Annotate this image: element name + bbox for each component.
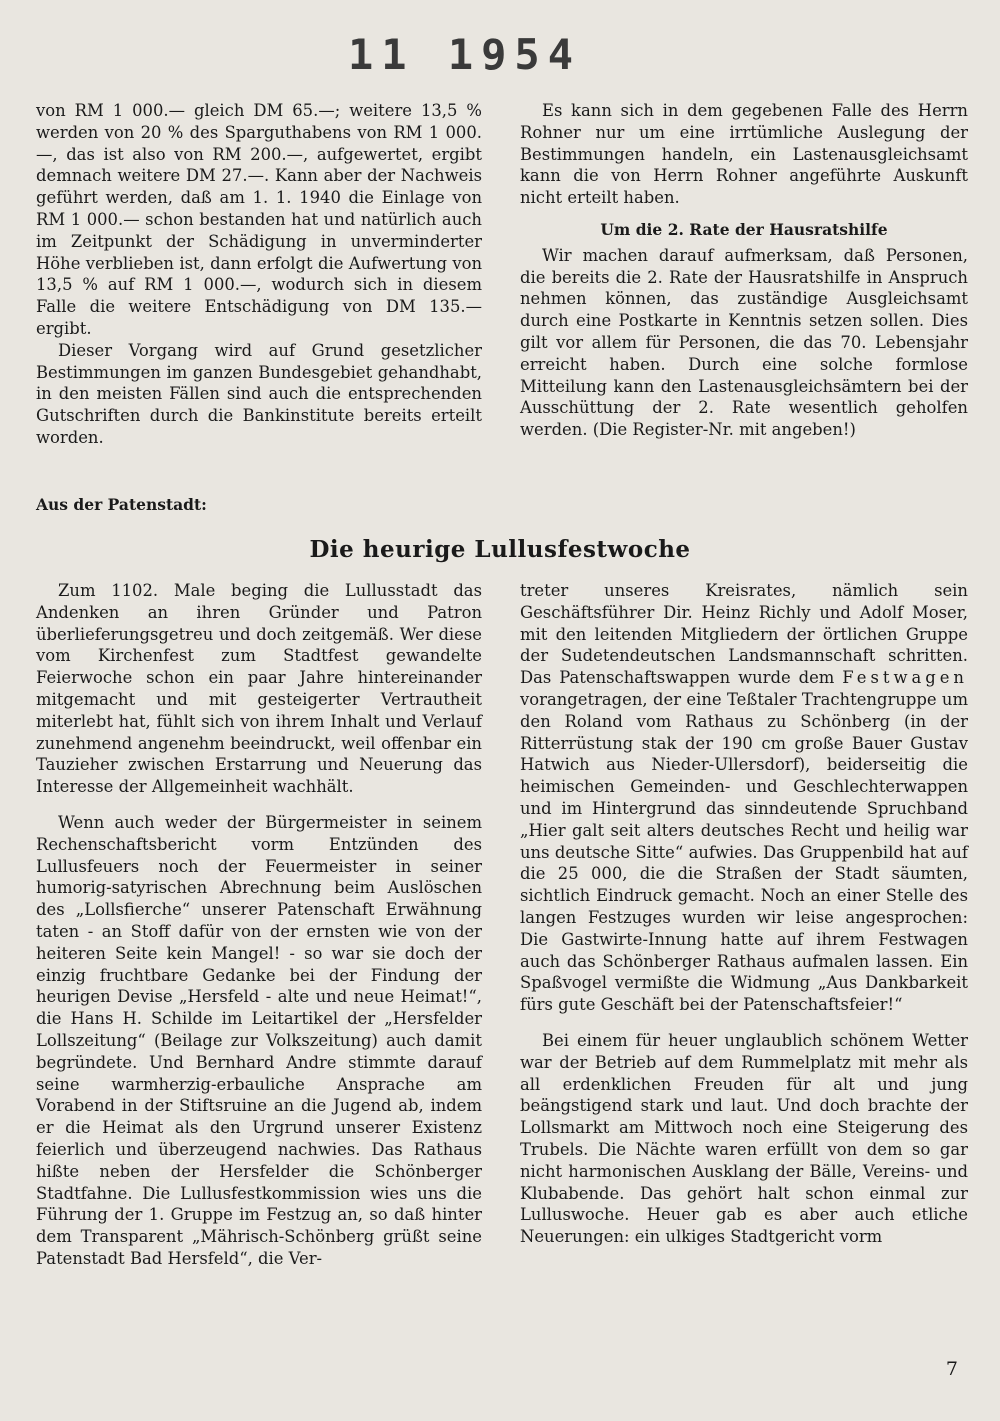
spaced-word: Festwagen bbox=[842, 668, 968, 688]
text-run: treter unseres Kreisrates, nämlich sein Geschäftsführer Dir. Heinz Richly und Adolf Moser, mit den leitenden Mitgliedern der örtlichen Gruppe der Sudetendeutschen Landsmannschaft schritten. Das Patenschaftswappen wurde dem bbox=[520, 581, 968, 688]
paragraph: Zum 1102. Male beging die Lullusstadt das Andenken an ihren Gründer und Patron überlieferungsgetreu und doch zeitgemäß. Wer diese vom Kirchenfest zum Stadtfest gewandelte Feierwoche schon ein paar Jahre hintereinander mitgemacht und mit gesteigerter Vertrautheit miterlebt hat, fühlt sich von ihrem Inhalt und Verlauf zunehmend angenehm beeindruckt, weil offenbar ein Tauzieher zwischen Erstarrung und Neuerung das Interesse der Allgemeinheit wachhält. bbox=[36, 581, 482, 797]
page-number: 7 bbox=[945, 1358, 958, 1380]
text-run: vorangetragen, der eine Teßtaler Trachtengruppe um den Roland vom Rathaus zu Schönberg (in der Ritterrüstung stak der 190 cm große Bauer Gustav Hatwich aus Nieder-Ullersdorf), beiderseitig die heimischen Gemeinden- und Geschlechterwappen und im Hintergrund das sinndeutende Spruchband „Hier galt seit alters deutsches Recht und heilig war uns deutsche Sitte“ aufwies. Das Gruppenbild hat auf die 25 000, die die Straßen der Stadt säumten, sichtlich Eindruck gemacht. Noch an einer Stelle des langen Festzuges wurden wir leise angesprochen: Die Gastwirte-Innung hatte auf ihrem Festwagen auch das Schönberger Rathaus aufmalen lassen. Ein Spaßvogel vermißte die Widmung „Aus Dankbarkeit fürs gute Geschäft bei der Patenschaftsfeier!“ bbox=[520, 689, 968, 1015]
paragraph: von RM 1 000.— gleich DM 65.—; weitere 13,5 % werden von 20 % des Sparguthabens von RM 1 000.—, das ist also von RM 200.—, aufgewertet, ergibt demnach weitere DM 27.—. Kann aber der Nachweis geführt werden, daß am 1. 1. 1940 die Einlage von RM 1 000.— schon bestanden hat und natürlich auch im Zeitpunkt der Schädigung in unverminderter Höhe verblieben ist, dann erfolgt die Aufwertung von 13,5 % auf RM 1 000.—, wodurch sich in diesem Falle die weitere Entschädigung von DM 135.— ergibt. bbox=[36, 101, 482, 338]
paragraph: Bei einem für heuer unglaublich schönem Wetter war der Betrieb auf dem Rummelplatz mit mehr als all erdenklichen Freuden für alt und jung beängstigend stark und laut. Und doch brachte der Lollsmarkt am Mittwoch noch eine Steigerung des Trubels. Die Nächte waren erfüllt von dem so gar nicht harmonischen Ausklang der Bälle, Vereins- und Klubabende. Das gehört halt schon einmal zur Lulluswoche. Heuer gab es aber auch etliche Neuerungen: ein ulkiges Stadtgericht vorm bbox=[520, 1030, 968, 1247]
bottom-left-column bbox=[36, 580, 482, 1270]
paragraph: Wir machen darauf aufmerksam, daß Personen, die bereits die 2. Rate der Hausratshilfe in Anspruch nehmen können, das zuständige Ausgleichsamt durch eine Postkarte in Kenntnis setzen sollen. Dies gilt vor allem für Personen, die das 70. Lebensjahr erreicht haben. Durch eine solche formlose Mitteilung kann den Lastenausgleichsämtern bei der Ausschüttung der 2. Rate wesentlich geholfen werden. (Die Register-Nr. mit angeben!) bbox=[520, 245, 968, 440]
paragraph: Es kann sich in dem gegebenen Falle des Herrn Rohner nur um eine irrtümliche Auslegung der Bestimmungen handeln, ein Lastenausgleichsamt kann die von Herrn Rohner angeführte Auskunft nicht erteilt haben. bbox=[520, 101, 968, 208]
article-headline: Die heurige Lullusfestwoche bbox=[309, 536, 691, 563]
top-right-column bbox=[520, 100, 968, 441]
section-label: Aus der Patenstadt: bbox=[36, 495, 207, 514]
paragraph bbox=[520, 580, 968, 1016]
subheading: Um die 2. Rate der Hausratshilfe bbox=[600, 219, 888, 239]
top-left-column bbox=[36, 100, 482, 449]
paragraph: Dieser Vorgang wird auf Grund gesetzlicher Bestimmungen im ganzen Bundesgebiet gehandhabt, in den meisten Fällen sind auch die entsprechenden Gutschriften durch die Bankinstitute bereits erteilt worden. bbox=[36, 340, 482, 447]
paragraph: Wenn auch weder der Bürgermeister in seinem Rechenschaftsbericht vorm Entzünden des Lullusfeuers noch der Feuermeister in seiner humorig-satyrischen Abrechnung beim Auslöschen des „Lollsfierche“ unserer Patenschaft Erwähnung taten - an Stoff dafür von der ernsten wie von der heiteren Seite kein Mangel! - so war sie doch der einzig fruchtbare Gedanke bei der Findung der heurigen Devise „Hersfeld - alte und neue Heimat!“, die Hans H. Schilde im Leitartikel der „Hersfelder Lollszeitung“ (Beilage zur Volkszeitung) auch damit begründete. Und Bernhard Andre stimmte darauf seine warmherzig-erbauliche Ansprache am Vorabend in der Stiftsruine an die Jugend ab, indem er die Heimat als den Urgrund unserer Existenz feierlich und überzeugend nachwies. Das Rathaus hißte neben der Hersfelder die Schönberger Stadtfahne. Die Lullusfestkommission wies uns die Führung der 1. Gruppe im Festzug an, so daß hinter dem Transparent „Mährisch-Schönberg grüßt seine Patenstadt Bad Hersfeld“, die Ver- bbox=[36, 812, 482, 1268]
issue-stamp: 11 1954 bbox=[348, 30, 582, 79]
bottom-right-column bbox=[520, 580, 968, 1248]
